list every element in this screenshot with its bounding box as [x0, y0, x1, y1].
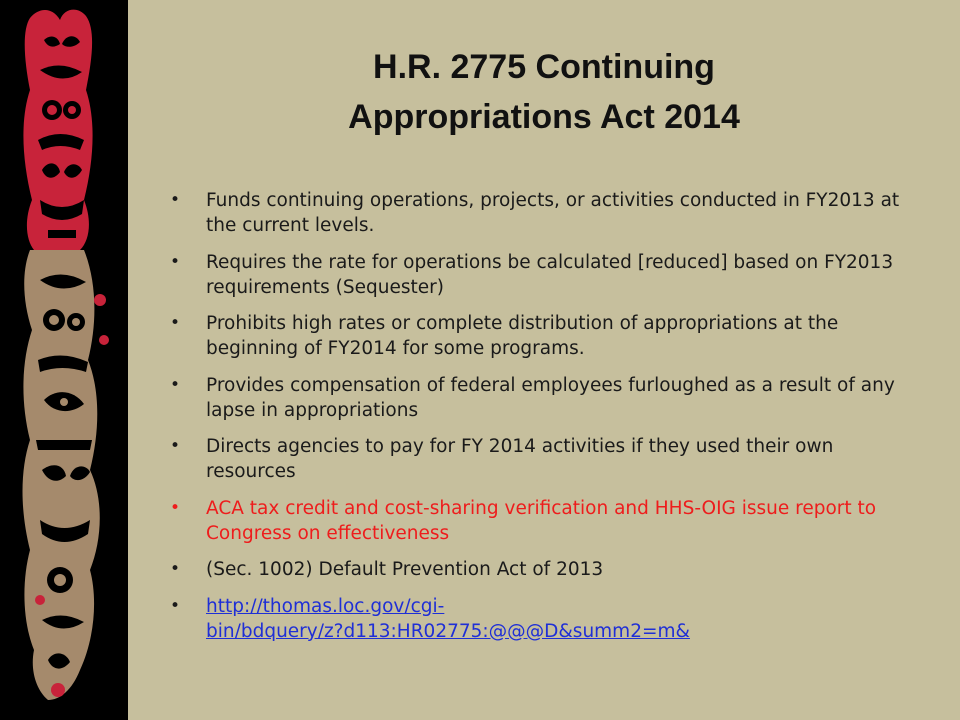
bullet-dot-icon: •	[170, 559, 181, 579]
bullet-item	[170, 311, 910, 361]
bullet-dot-icon: •	[170, 436, 181, 456]
slide-title	[128, 42, 960, 142]
slide-title-line1: H.R. 2775 Continuing	[373, 48, 715, 86]
bullet-text: Requires the rate for operations be calculated [reduced] based on FY2013 requirements (Sequester)	[206, 251, 894, 298]
bullet-dot-icon: •	[170, 374, 181, 395]
bullet-dot-icon: •	[170, 595, 181, 616]
bullet-item-link	[170, 594, 910, 644]
bullet-dot-icon: •	[170, 497, 181, 518]
bullet-text: Directs agencies to pay for FY 2014 activities if they used their own resources	[206, 436, 834, 482]
bullet-item	[170, 434, 910, 484]
totem-pole-art	[0, 0, 128, 720]
slide	[128, 0, 960, 720]
bullet-dot-icon: •	[170, 313, 181, 333]
thomas-loc-link[interactable]	[206, 596, 690, 642]
bullet-item	[170, 557, 910, 582]
bullet-text: Funds continuing operations, projects, or activities conducted in FY2013 at the current levels.	[206, 190, 900, 236]
bullet-item-highlighted	[170, 496, 910, 546]
bullet-text: Prohibits high rates or complete distribution of appropriations at the beginning of FY2014 for some programs.	[206, 313, 839, 359]
link-line1: http://thomas.loc.gov/cgi-	[206, 595, 445, 617]
bullet-item	[170, 373, 910, 423]
bullet-list	[170, 188, 910, 655]
bullet-dot-icon: •	[170, 251, 181, 272]
bullet-text: ACA tax credit and cost-sharing verification and HHS-OIG issue report to Congress on effectiveness	[206, 497, 877, 544]
link-line2: bin/bdquery/z?d113:HR02775:@@@D&summ2=m&	[206, 620, 690, 642]
bullet-dot-icon: •	[170, 190, 181, 210]
bullet-text: Provides compensation of federal employees furloughed as a result of any lapse in appropriations	[206, 374, 895, 421]
bullet-item	[170, 250, 910, 300]
slide-title-line2: Appropriations Act 2014	[348, 98, 740, 136]
bullet-item	[170, 188, 910, 238]
totem-pole-art-icon	[0, 0, 128, 720]
bullet-text: (Sec. 1002) Default Prevention Act of 2013	[206, 559, 604, 580]
